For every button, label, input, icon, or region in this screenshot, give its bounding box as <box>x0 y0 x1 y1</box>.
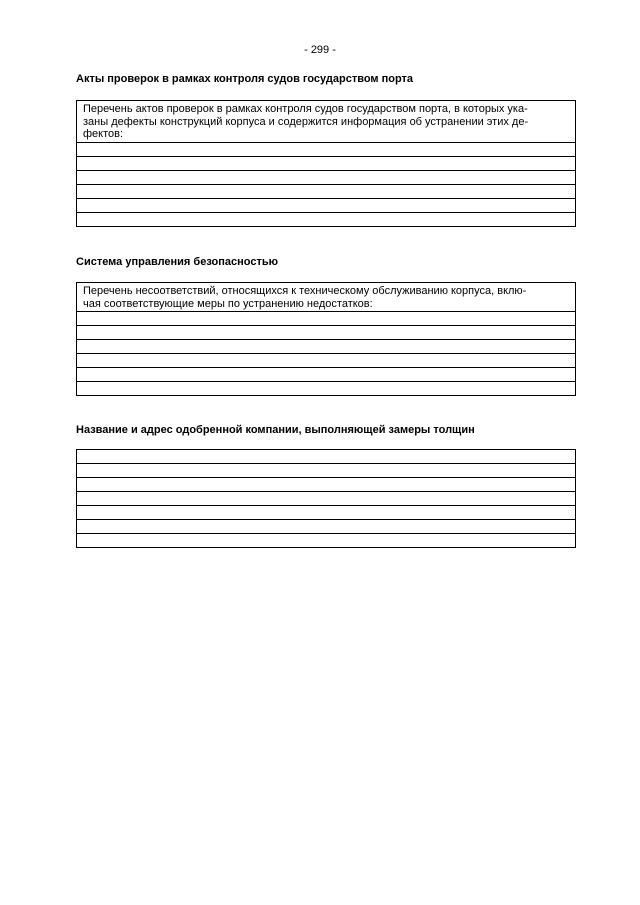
blank-entry-row[interactable] <box>77 478 575 492</box>
blank-entry-row[interactable] <box>77 464 575 478</box>
section-heading-psc-inspections: Акты проверок в рамках контроля судов государством порта <box>76 73 414 85</box>
blank-entry-row[interactable] <box>77 450 575 464</box>
blank-entry-row[interactable] <box>77 534 575 547</box>
blank-entry-row[interactable] <box>77 143 575 157</box>
description-line: фектов: <box>83 128 124 140</box>
blank-entry-row[interactable] <box>77 157 575 171</box>
blank-entry-row[interactable] <box>77 520 575 534</box>
blank-entry-row[interactable] <box>77 368 575 382</box>
blank-entry-row[interactable] <box>77 326 575 340</box>
blank-entry-row[interactable] <box>77 340 575 354</box>
blank-entry-row[interactable] <box>77 354 575 368</box>
blank-entry-row[interactable] <box>77 171 575 185</box>
description-line: заны дефекты конструкций корпуса и содержится информация об устранении этих де- <box>83 115 529 128</box>
section-heading-thickness-company: Название и адрес одобренной компании, выполняющей замеры толщин <box>76 424 475 436</box>
blank-entry-row[interactable] <box>77 185 575 199</box>
section-heading-safety-management: Система управления безопасностью <box>76 256 278 268</box>
description-line: Перечень актов проверок в рамках контроля судов государством порта, в которых ука- <box>83 103 528 115</box>
blank-entry-row[interactable] <box>77 382 575 395</box>
psc-inspections-description <box>77 101 575 143</box>
blank-entry-row[interactable] <box>77 199 575 213</box>
description-line: чая соответствующие меры по устранению недостатков: <box>83 297 373 310</box>
blank-entry-row[interactable] <box>77 492 575 506</box>
blank-entry-row[interactable] <box>77 312 575 326</box>
page-number: - 299 - <box>304 44 336 56</box>
blank-entry-row[interactable] <box>77 213 575 226</box>
thickness-company-table <box>76 449 576 548</box>
description-line: Перечень несоответствий, относящихся к техническому обслуживанию корпуса, вклю- <box>83 285 527 297</box>
blank-entry-row[interactable] <box>77 506 575 520</box>
safety-management-table <box>76 282 576 396</box>
psc-inspections-table <box>76 100 576 227</box>
safety-management-description <box>77 283 575 312</box>
